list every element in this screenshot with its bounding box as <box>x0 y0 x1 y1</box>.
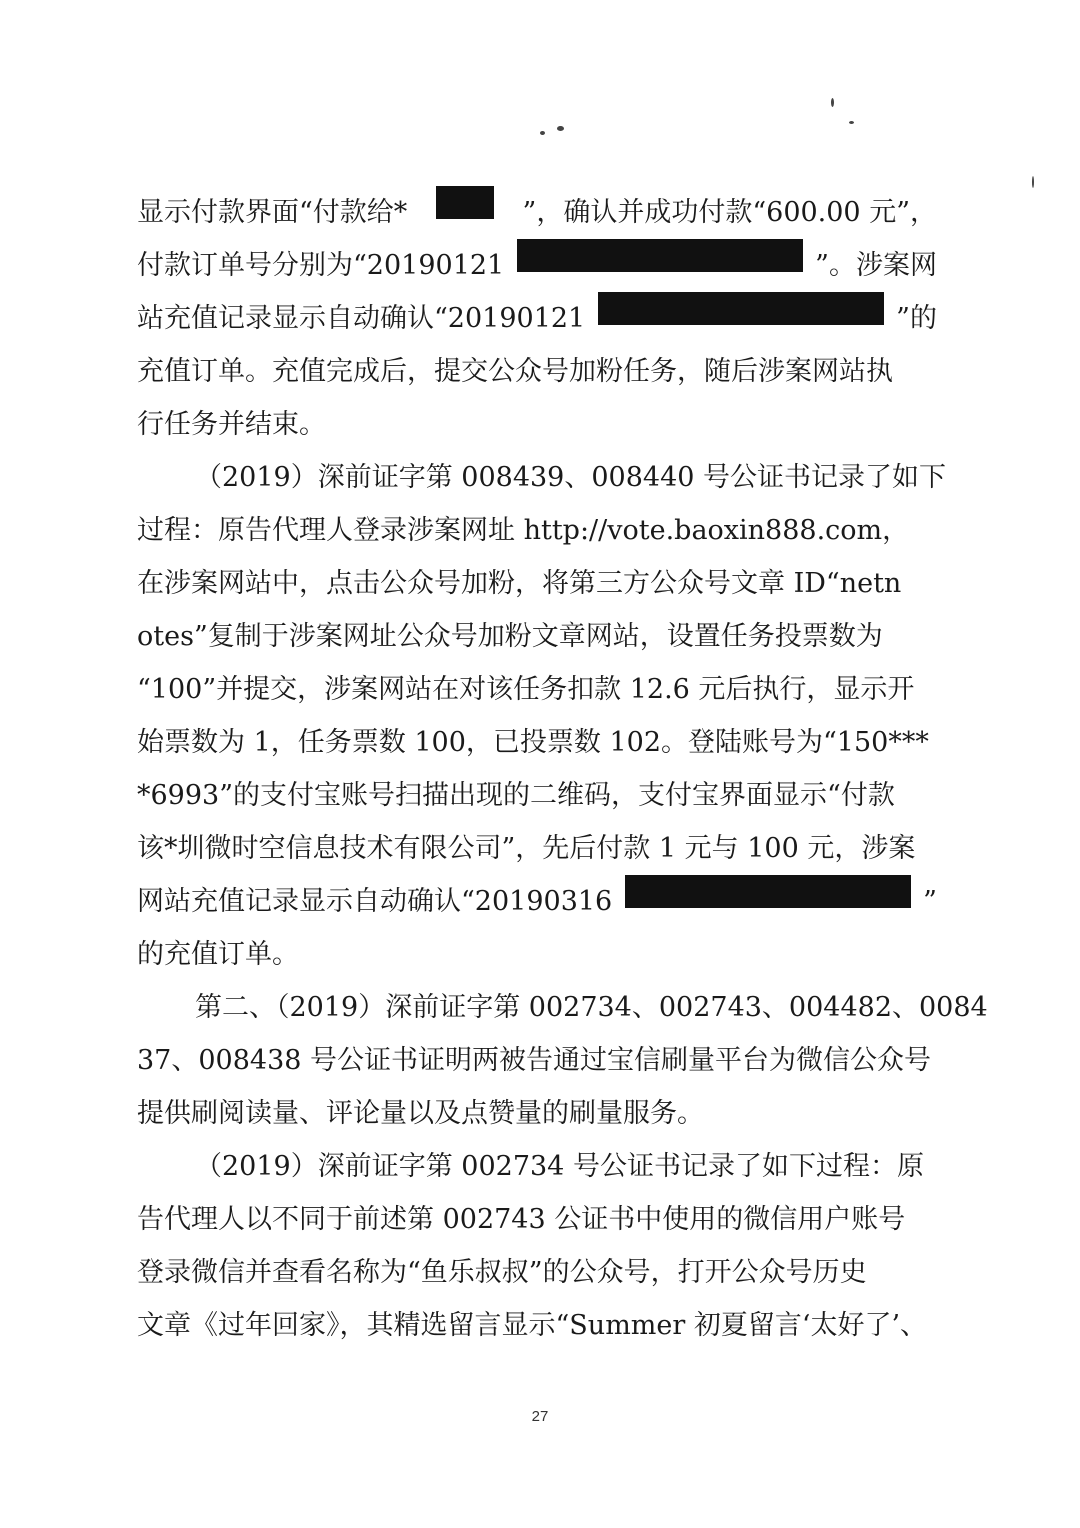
text-segment: ” <box>923 886 937 917</box>
text-segment: 显示付款界面“付款给* <box>137 197 408 228</box>
text-segment: 网站充值记录显示自动确认“20190316 <box>137 886 613 917</box>
page-number: 27 <box>531 1408 549 1425</box>
text-segment: 告代理人以不同于前述第 002743 公证书中使用的微信用户账号 <box>137 1204 906 1235</box>
text-segment: 提供刷阅读量、评论量以及点赞量的刷量服务。 <box>137 1098 704 1129</box>
text-line <box>137 1246 937 1299</box>
text-line <box>137 1193 937 1246</box>
text-line <box>137 504 937 557</box>
text-segment: ”。涉案网 <box>815 250 937 281</box>
text-line <box>137 716 937 769</box>
text-segment: 站充值记录显示自动确认“20190121 <box>137 303 586 334</box>
text-line <box>137 663 937 716</box>
text-line <box>137 557 937 610</box>
text-segment: 第二、（2019）深前证字第 002734、002743、004482、0084 <box>195 992 988 1023</box>
text-line <box>137 345 937 398</box>
text-line <box>137 398 937 451</box>
text-line <box>137 769 937 822</box>
redaction-block <box>517 239 803 272</box>
text-line <box>137 292 937 345</box>
text-line <box>137 186 937 239</box>
text-segment: 始票数为 1，任务票数 100，已投票数 102。登陆账号为“150*** <box>137 727 929 758</box>
text-segment: 充值订单。充值完成后，提交公众号加粉任务，随后涉案网站执 <box>137 356 893 387</box>
text-segment: 该*圳微时空信息技术有限公司”，先后付款 1 元与 100 元，涉案 <box>137 833 916 864</box>
text-line <box>137 1087 937 1140</box>
text-segment: 文章《过年回家》，其精选留言显示“Summer 初夏留言‘太好了’、 <box>137 1310 928 1341</box>
text-segment: （2019）深前证字第 002734 号公证书记录了如下过程：原 <box>195 1151 924 1182</box>
text-segment: 行任务并结束。 <box>137 409 326 440</box>
text-segment: 37、008438 号公证书证明两被告通过宝信刷量平台为微信公众号 <box>137 1045 932 1076</box>
redaction-block <box>625 875 911 908</box>
text-line <box>137 928 937 981</box>
text-line <box>137 1140 937 1193</box>
redaction-block <box>436 186 494 219</box>
text-line <box>137 451 947 504</box>
text-segment: “100”并提交，涉案网站在对该任务扣款 12.6 元后执行，显示开 <box>137 674 915 705</box>
text-segment: 过程：原告代理人登录涉案网址 http://vote.baoxin888.com， <box>137 515 910 546</box>
text-segment: 登录微信并查看名称为“鱼乐叔叔”的公众号，打开公众号历史 <box>137 1257 867 1288</box>
text-segment: otes”复制于涉案网址公众号加粉文章网站，设置任务投票数为 <box>137 621 883 652</box>
text-line <box>137 1034 937 1087</box>
text-line <box>137 610 937 663</box>
text-segment: *6993”的支付宝账号扫描出现的二维码，支付宝界面显示“付款 <box>137 780 895 811</box>
text-line <box>137 239 937 292</box>
text-segment: ”的 <box>896 303 937 334</box>
text-segment: 付款订单号分别为“20190121 <box>137 250 505 281</box>
text-line <box>137 981 988 1034</box>
document-body <box>137 186 988 1352</box>
redaction-block <box>598 292 884 325</box>
text-line <box>137 875 937 928</box>
text-line <box>137 822 937 875</box>
text-segment: 的充值订单。 <box>137 939 299 970</box>
text-line <box>137 1299 937 1352</box>
text-segment: （2019）深前证字第 008439、008440 号公证书记录了如下 <box>195 462 947 493</box>
text-segment: ”，确认并成功付款“600.00 元”， <box>522 197 937 228</box>
text-segment: 在涉案网站中，点击公众号加粉，将第三方公众号文章 ID“netn <box>137 568 902 599</box>
